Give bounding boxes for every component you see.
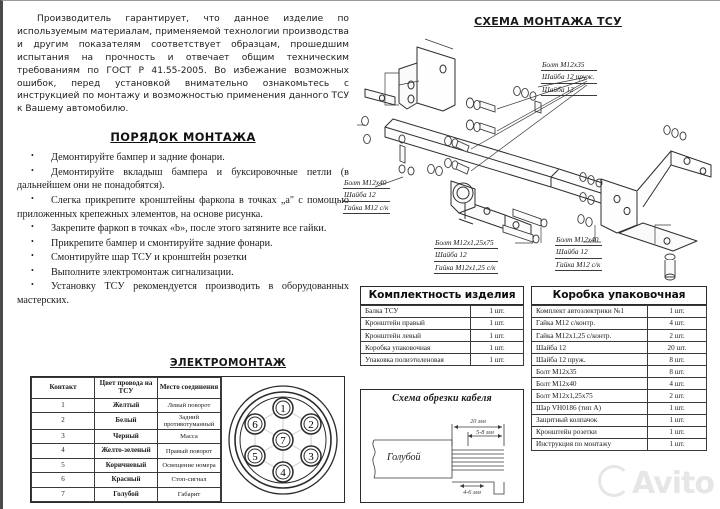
table-row (361, 318, 524, 330)
cell-qty: 4 шт. (648, 318, 707, 330)
callout-bolt-m12x125x75 (434, 237, 498, 274)
cell-item: Инструкция по монтажу (532, 438, 648, 450)
cell-qty: 8 шт. (648, 354, 707, 366)
list-item: • Демонтируйте бампер и задние фонари. (17, 151, 349, 165)
cell-color: Желтый (95, 399, 158, 413)
column-header-contact: Контакт (32, 378, 95, 399)
cell-color: Желто-зеленый (95, 444, 158, 458)
warranty-paragraph: Производитель гарантирует, что данное изделие по используемым материалам, применяемой технологии производства и другим показателям соответствует образцам, прошедшим испытания на прочность и отвечает общим техническим требованиям по ГОСТ Р 41.55-2005. Во избежание возможных ошибок, перед установкой внимательно ознакомьтесь с инструкцией по монтажу и возможностью применения данного ТСУ к Вашему автомобилю. (17, 14, 349, 115)
list-item: • Слегка прикрепите кронштейны фаркопа в точках „a" с помощью приложенных крепежных элементов, на основе рисунка. (17, 194, 349, 221)
svg-text:5-8 мм: 5-8 мм (476, 429, 494, 436)
cell-item: Кронштейн правый (361, 318, 471, 330)
cell-item: Коробка упаковочная (361, 342, 471, 354)
cell-place: Правый поворот (158, 444, 221, 458)
table-row (32, 458, 221, 472)
cable-cut-scheme (360, 389, 524, 503)
wiring-table-block (30, 376, 345, 503)
cell-place: Левый поворот (158, 399, 221, 413)
list-item: • Установку ТСУ рекомендуется производить в оборудованных мастерских. (17, 280, 349, 307)
table-row (532, 354, 707, 366)
cell-item: Гайка М12х1,25 с/контр. (532, 330, 648, 342)
instructions-column (17, 13, 349, 308)
table-row (361, 330, 524, 342)
cell-item: Шайба 12 пруж. (532, 354, 648, 366)
cell-qty: 4 шт. (648, 378, 707, 390)
callout-line: Болт М12х1,25х75 (434, 237, 498, 249)
table-row (532, 402, 707, 414)
table-row (32, 399, 221, 413)
list-item: • Закрепите фаркоп в точках «b», после этого затяните все гайки. (17, 222, 349, 236)
cell-place: Масса (158, 429, 221, 443)
table-row (32, 473, 221, 487)
cell-contact: 3 (32, 429, 95, 443)
cell-color: Белый (95, 413, 158, 430)
callout-line: Болт М12х40 (555, 234, 602, 246)
svg-text:7: 7 (280, 434, 286, 447)
callout-line: Шайба 12 пруж. (541, 71, 597, 83)
cell-item: Болт М12х40 (532, 378, 648, 390)
avito-watermark (598, 465, 714, 501)
cell-qty: 1 шт. (471, 306, 524, 318)
cell-place: Стоп-сигнал (158, 473, 221, 487)
cell-item: Болт М12х35 (532, 366, 648, 378)
callout-bolt-m12x35 (541, 59, 597, 96)
socket-pins (245, 398, 321, 482)
packaging-box-title: Коробка упаковочная (531, 286, 707, 305)
cell-color: Голубой (95, 487, 158, 501)
cell-qty: 1 шт. (648, 438, 707, 450)
table-row (361, 306, 524, 318)
towbar-assembly-illustration (355, 29, 720, 287)
cell-contact: 5 (32, 458, 95, 472)
table-row (532, 414, 707, 426)
cell-contact: 1 (32, 399, 95, 413)
cell-qty: 1 шт. (648, 402, 707, 414)
cell-color: Красный (95, 473, 158, 487)
installation-steps-list (17, 151, 349, 307)
table-row (361, 342, 524, 354)
table-row (32, 413, 221, 430)
list-item: • Прикрепите бампер и смонтируйте задние фонари. (17, 237, 349, 251)
svg-text:4-6 мм: 4-6 мм (463, 489, 481, 496)
product-kit-table (360, 286, 524, 366)
cell-item: Балка ТСУ (361, 306, 471, 318)
callout-line: Болт М12х40 (343, 177, 390, 189)
cell-qty: 1 шт. (471, 318, 524, 330)
table-row (532, 318, 707, 330)
cell-item: Кронштейн розетки (532, 426, 648, 438)
product-kit-title: Комплектность изделия (360, 286, 524, 305)
cell-item: Защитный колпачок (532, 414, 648, 426)
callout-bolt-m12x40-left (343, 177, 390, 214)
table-row (532, 366, 707, 378)
cell-item: Болт М12х1,25х75 (532, 390, 648, 402)
table-row (532, 306, 707, 318)
cell-qty: 1 шт. (648, 306, 707, 318)
cell-item: Упаковка полиэтиленовая (361, 354, 471, 366)
cell-place: Габарит (158, 487, 221, 501)
list-item: • Демонтируйте вкладыш бампера и буксировочные петли (в дальнейшем они не понадобятся). (17, 166, 349, 193)
table-row (532, 342, 707, 354)
callout-line: Гайка М12х1,25 с/к (434, 262, 498, 274)
callout-line: Гайка М12 с/к (555, 259, 602, 271)
cell-item: Гайка М12 с/контр. (532, 318, 648, 330)
cell-qty: 1 шт. (648, 426, 707, 438)
callout-bolt-m12x40-right (555, 234, 602, 271)
cell-contact: 4 (32, 444, 95, 458)
svg-text:4: 4 (280, 466, 286, 479)
callout-line: Шайба 12 (343, 189, 390, 201)
installation-order-heading: ПОРЯДОК МОНТАЖА (110, 130, 256, 145)
cell-qty: 1 шт. (648, 414, 707, 426)
svg-text:6: 6 (252, 418, 258, 431)
table-row (361, 354, 524, 366)
svg-text:2: 2 (308, 418, 314, 431)
callout-line: Шайба 12 (434, 249, 498, 261)
list-item: • Смонтируйте шар ТСУ и кронштейн розетки (17, 251, 349, 265)
packaging-box-table (531, 286, 707, 451)
table-row (32, 487, 221, 501)
cell-item: Шайба 12 (532, 342, 648, 354)
cell-item: Кронштейн левый (361, 330, 471, 342)
cell-place: Задний противотуманный (158, 413, 221, 430)
svg-text:20 мм: 20 мм (470, 418, 486, 425)
cell-contact: 6 (32, 473, 95, 487)
socket-pinout-icon (224, 381, 342, 499)
table-row (532, 426, 707, 438)
svg-text:1: 1 (280, 402, 286, 415)
svg-text:5: 5 (252, 450, 258, 463)
column-header-connection: Место соединения (158, 378, 221, 399)
table-row (532, 390, 707, 402)
cell-qty: 20 шт. (648, 342, 707, 354)
cell-qty: 8 шт. (648, 366, 707, 378)
callout-line: Болт М12х35 (541, 59, 597, 71)
table-row (32, 444, 221, 458)
cell-contact: 7 (32, 487, 95, 501)
table-row (532, 378, 707, 390)
callout-line: Шайба 12 (541, 84, 597, 96)
socket-diagram-cell (221, 377, 344, 502)
watermark-text: Avito (632, 466, 714, 501)
electrical-section-heading: ЭЛЕКТРОМОНТАЖ (169, 357, 287, 369)
assembly-diagram-heading: СХЕМА МОНТАЖА ТСУ (474, 15, 622, 28)
callout-line: Гайка М12 с/к (343, 202, 390, 214)
cell-place: Освещение номера (158, 458, 221, 472)
cell-color: Черный (95, 429, 158, 443)
table-row (532, 330, 707, 342)
cell-color: Коричневый (95, 458, 158, 472)
table-row (532, 438, 707, 450)
svg-text:3: 3 (308, 450, 314, 463)
cell-qty: 2 шт. (648, 330, 707, 342)
table-header-row (32, 378, 221, 399)
assembly-diagram (344, 29, 720, 287)
cell-qty: 1 шт. (471, 342, 524, 354)
callout-line: Шайба 12 (555, 246, 602, 258)
cell-qty: 1 шт. (471, 354, 524, 366)
watermark-ring-icon (598, 465, 630, 497)
list-item: • Выполните электромонтаж сигнализации. (17, 266, 349, 280)
wiring-table (31, 377, 221, 502)
column-header-wire-color: Цвет провода на ТСУ (95, 378, 158, 399)
cell-contact: 2 (32, 413, 95, 430)
cell-qty: 1 шт. (471, 330, 524, 342)
cell-item: Комплект автоэлектрики №1 (532, 306, 648, 318)
cable-scheme-title: Схема обрезки кабеля (392, 393, 492, 404)
cell-item: Шар VH0186 (тип А) (532, 402, 648, 414)
cell-qty: 2 шт. (648, 390, 707, 402)
cable-color-label: Голубой (387, 452, 421, 463)
table-row (32, 429, 221, 443)
